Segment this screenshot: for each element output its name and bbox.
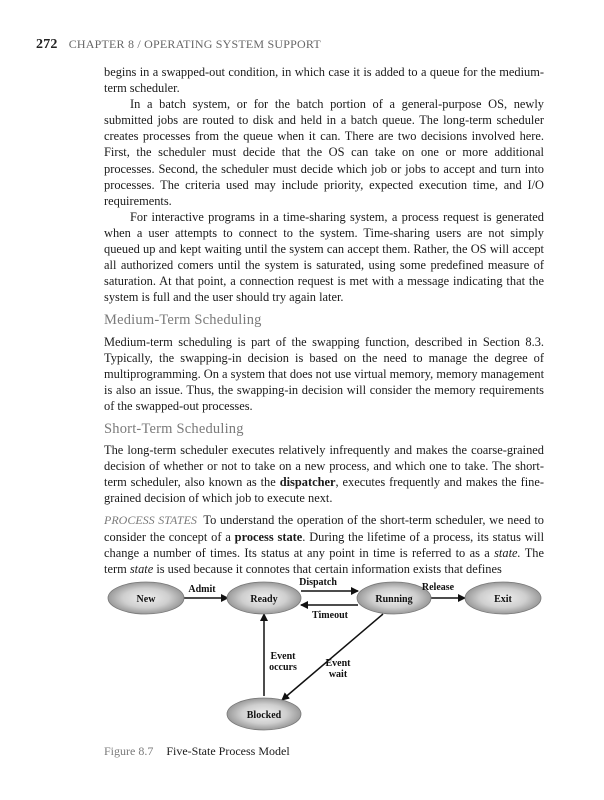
- chapter-title: CHAPTER 8 / OPERATING SYSTEM SUPPORT: [68, 37, 321, 51]
- section-heading-short-term: Short-Term Scheduling: [104, 420, 244, 437]
- ps-text-2: . During the lifetime of a process, its status will change a number of times. Its status at any point in time is referred to as a: [104, 529, 545, 560]
- state-new-label: New: [136, 594, 156, 605]
- state-diagram: [98, 568, 568, 740]
- runin-process-states: PROCESS STATES: [104, 513, 197, 528]
- transition-release-label: Release: [421, 582, 455, 593]
- paragraph-3: For interactive programs in a time-sharing system, a process request is generated when a user attempts to connect to the system. Time-sharing users are not simply queued up and kept waiting until the system can accept them. Rather, the OS will accept all authorized comers until the system is saturated, using some predefined measure of saturation. At that point, a connection request is met with a message indicating that the system is full and the user should try again later.: [104, 209, 544, 305]
- state-exit-label: Exit: [494, 594, 512, 605]
- transition-dispatch-label: Dispatch: [299, 577, 337, 588]
- running-header: [36, 37, 566, 53]
- short-term-text-2: , executes frequently and makes the fine-grained decision of which job to execute next.: [104, 475, 544, 506]
- term-process-state: process state: [234, 529, 303, 544]
- term-state-italic: state.: [494, 545, 521, 560]
- paragraph-medium-term: Medium-term scheduling is part of the swapping function, described in Section 8.3. Typically, the swapping-in decision is based on the need to manage the degree of multiprogramming. On a system that does not use virtual memory, memory management is also an issue. Thus, the swapping-in decision will consider the memory requirements of the swapped-out processes.: [104, 334, 545, 413]
- state-blocked-label: Blocked: [246, 710, 282, 721]
- paragraph-1: begins in a swapped-out condition, in which case it is added to a queue for the medium-term scheduler.: [104, 65, 544, 96]
- figure-caption-text: Five-State Process Model: [166, 744, 290, 758]
- transition-event-occurs-line1: Event: [270, 651, 296, 662]
- figure-caption: [104, 744, 290, 759]
- ps-text-4: is used because it connotes that certain information exists that defines: [153, 561, 502, 576]
- section-heading-medium-term: Medium-Term Scheduling: [104, 312, 262, 329]
- arrow-event-wait: [282, 614, 383, 700]
- short-term-text-1: The long-term scheduler executes relatively infrequently and makes the coarse-grained decision of whether or not to take on a new process, and which one to take. The short-term scheduler, also known as the: [104, 443, 544, 490]
- transition-event-wait-line1: Event: [325, 658, 351, 669]
- transition-event-occurs-line2: occurs: [269, 662, 297, 673]
- transition-timeout-label: Timeout: [312, 610, 348, 621]
- state-ready-label: Ready: [250, 594, 278, 605]
- term-dispatcher: dispatcher: [279, 475, 336, 490]
- page-number: 272: [36, 37, 58, 52]
- paragraph-2: In a batch system, or for the batch portion of a general-purpose OS, newly submitted jobs are routed to disk and held in a batch queue. The long-term scheduler creates processes from the queue when it can. There are two decisions involved here. First, the scheduler must decide that the OS can take on one or more additional processes. Second, the scheduler must decide which job or jobs to accept and turn into processes. The criteria used may include priority, expected execution time, and I/O requirements.: [104, 97, 544, 208]
- state-running-label: Running: [375, 594, 413, 605]
- paragraph-short-term: [104, 442, 544, 506]
- transition-event-wait-line2: wait: [328, 669, 348, 680]
- figure-five-state-model: [98, 568, 568, 740]
- body-text: [104, 64, 544, 577]
- ps-text-1: To understand the operation of the short-term scheduler, we need to consider the concept of a: [104, 513, 544, 544]
- transition-admit-label: Admit: [188, 584, 216, 595]
- figure-label: Figure 8.7: [104, 744, 154, 758]
- ps-text-3: The term: [104, 545, 544, 576]
- term-state-2: state: [129, 561, 154, 576]
